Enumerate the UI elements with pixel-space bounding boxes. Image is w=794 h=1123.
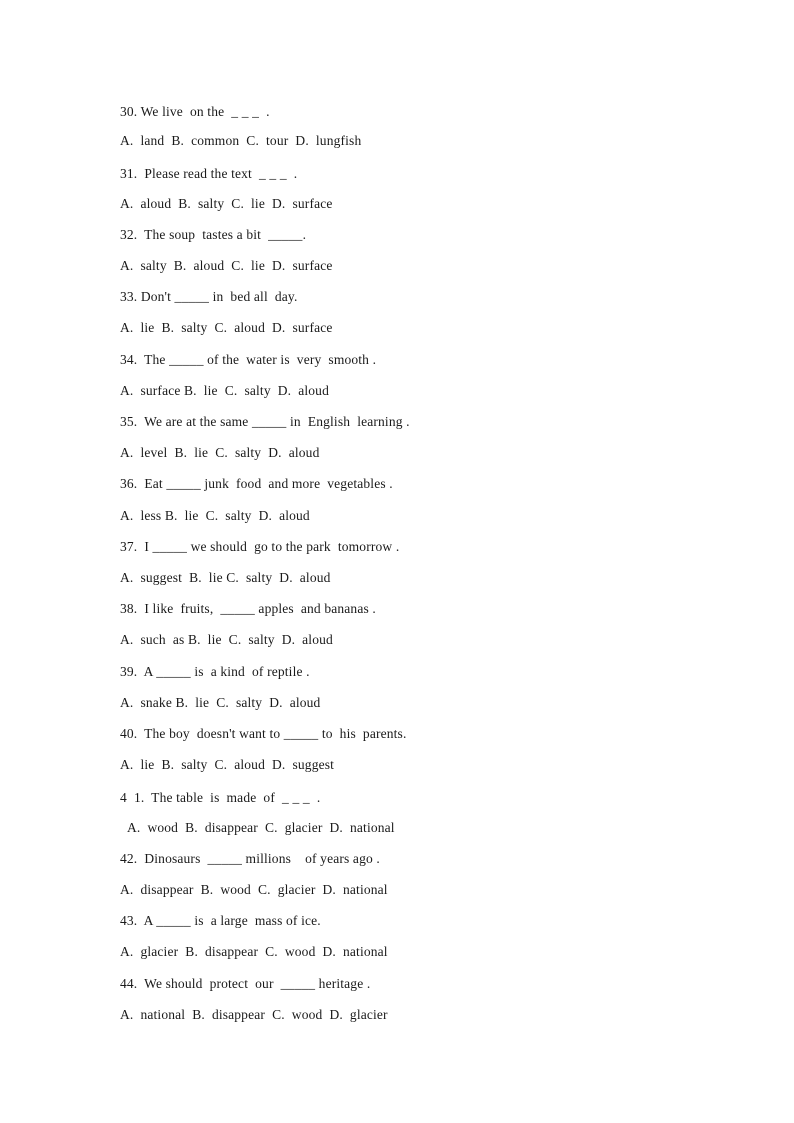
question-36: 36. Eat _____ junk food and more vegetables . (120, 476, 393, 491)
options-41: A. wood B. disappear C. glacier D. national (127, 820, 395, 835)
options-30: A. land B. common C. tour D. lungfish (120, 133, 362, 148)
question-39: 39. A _____ is a kind of reptile . (120, 664, 310, 679)
question-33: 33. Don't _____ in bed all day. (120, 289, 298, 304)
question-30: 30. We live on the _ _ _ . (120, 104, 270, 119)
question-38: 38. I like fruits, _____ apples and bananas . (120, 601, 376, 616)
options-38: A. such as B. lie C. salty D. aloud (120, 632, 333, 647)
options-34: A. surface B. lie C. salty D. aloud (120, 383, 329, 398)
question-32: 32. The soup tastes a bit _____. (120, 227, 307, 242)
question-40: 40. The boy doesn't want to _____ to his parents. (120, 726, 407, 741)
question-41: 4 1. The table is made of _ _ _ . (120, 790, 321, 805)
options-31: A. aloud B. salty C. lie D. surface (120, 196, 333, 211)
question-42: 42. Dinosaurs _____ millions of years ago . (120, 851, 380, 866)
options-37: A. suggest B. lie C. salty D. aloud (120, 570, 331, 585)
options-40: A. lie B. salty C. aloud D. suggest (120, 757, 335, 772)
options-32: A. salty B. aloud C. lie D. surface (120, 258, 333, 273)
options-35: A. level B. lie C. salty D. aloud (120, 445, 320, 460)
options-43: A. glacier B. disappear C. wood D. national (120, 944, 388, 959)
options-39: A. snake B. lie C. salty D. aloud (120, 695, 321, 710)
question-34: 34. The _____ of the water is very smooth . (120, 352, 377, 367)
question-35: 35. We are at the same _____ in English learning . (120, 414, 410, 429)
question-31: 31. Please read the text _ _ _ . (120, 166, 298, 181)
options-44: A. national B. disappear C. wood D. glacier (120, 1007, 388, 1022)
question-43: 43. A _____ is a large mass of ice. (120, 913, 321, 928)
options-36: A. less B. lie C. salty D. aloud (120, 508, 310, 523)
question-37: 37. I _____ we should go to the park tomorrow . (120, 539, 400, 554)
options-33: A. lie B. salty C. aloud D. surface (120, 320, 333, 335)
question-44: 44. We should protect our _____ heritage . (120, 976, 371, 991)
options-42: A. disappear B. wood C. glacier D. national (120, 882, 388, 897)
